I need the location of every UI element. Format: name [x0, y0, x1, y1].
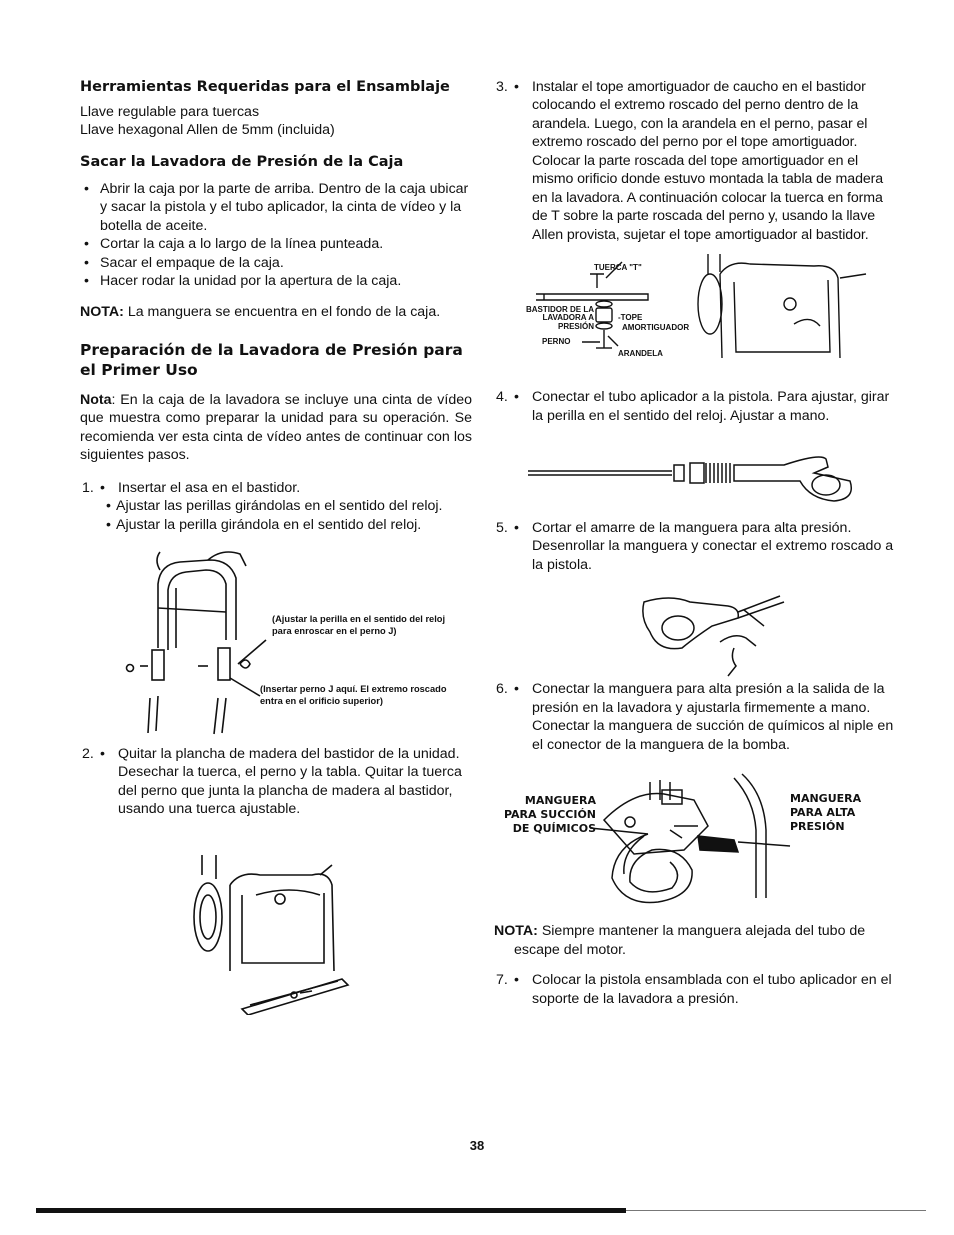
label-chemical-hose: MANGUERA PARA SUCCIÓN DE QUÍMICOS — [503, 794, 596, 835]
bullet: • — [514, 681, 519, 698]
note-text: La manguera se encuentra en el fondo de la caja. — [123, 303, 441, 320]
figure-bumper-stop — [494, 254, 894, 380]
label-bolt: PERNO — [542, 337, 571, 347]
handle-illustration — [80, 548, 472, 743]
tools-section — [80, 78, 472, 139]
label-frame: BASTIDOR DE LA LAVADORA A PRESIÓN — [526, 305, 594, 331]
figure-pump-hoses — [494, 770, 894, 920]
note-text: Siempre mantener la manguera alejada del tubo de escape del motor. — [514, 923, 866, 958]
exhaust-note — [494, 922, 894, 959]
step-number: 5. — [496, 519, 508, 536]
page-number: 38 — [469, 1138, 485, 1153]
step-text: Instalar el tope amortiguador de caucho en el bastidor colocando el extremo roscado del perno dentro de la arandela. Luego, con la arandela en el perno, pasar el extremo roscado del perno por el tope amortiguador. Colocar la parte roscada del tope amortiguador en el mismo orificio donde estuvo montada la tabla de madera en la lavadora. A continuación colocar la tuerca en forma de T sobre la parte roscada del perno y, usando la llave Allen provista, sujetar el tope amortiguador al bastidor. — [532, 79, 884, 243]
tool-item: Llave hexagonal Allen de 5mm (incluida) — [80, 122, 335, 138]
figure-hose-gun — [494, 588, 894, 678]
step-6 — [494, 680, 894, 754]
step-text: Colocar la pistola ensamblada con el tubo aplicador en el soporte de la lavadora a presión. — [532, 972, 892, 1007]
caption-bolt: (Insertar perno J aquí. El extremo roscado entra en el orificio superior) — [260, 684, 447, 706]
bullet: • — [514, 972, 519, 989]
unpack-heading: Sacar la Lavadora de Presión de la Caja — [80, 154, 404, 171]
bullet: • — [514, 79, 519, 95]
bullet: • — [514, 389, 519, 406]
footer-rule-thin — [626, 1210, 926, 1211]
tools-heading: Herramientas Requeridas para el Ensamblaje — [80, 79, 450, 95]
list-item: • Sacar el empaque de la caja. — [80, 254, 472, 272]
note-label: NOTA: — [80, 303, 124, 320]
step-number: 2. — [82, 746, 94, 762]
step-text: Quitar la plancha de madera del bastidor de la unidad. Desechar la tuerca, el perno y la tabla. Quitar la tuerca del perno que junta la plancha de madera al bastidor, usando una tuerca ajustable. — [118, 746, 462, 818]
step-2 — [80, 745, 472, 819]
label-t-nut: TUERCA "T" — [594, 263, 642, 273]
list-item: • Abrir la caja por la parte de arriba. Dentro de la caja ubicar y sacar la pistola y el tubo aplicador, la cinta de vídeo y la botella de aceite. — [80, 180, 472, 235]
prep-note — [80, 391, 472, 465]
step-text: Conectar el tubo aplicador a la pistola. Para ajustar, girar la perilla en el sentido del reloj. Ajustar a mano. — [532, 389, 890, 424]
prep-section — [80, 341, 472, 464]
sub-step-text: Ajustar la perilla girándola en el sentido del reloj. — [116, 516, 422, 533]
step-text: Conectar la manguera para alta presión a la salida de la presión en la lavadora y ajustarla firmemente a mano. Conectar la manguera de succión de químicos al niple en el conector de la manguera de la bomba. — [532, 681, 894, 753]
frame-plank-illustration — [80, 855, 472, 1015]
bullet: • — [514, 519, 519, 536]
step-1 — [80, 479, 472, 534]
right-column — [494, 78, 894, 1008]
step-5 — [494, 519, 894, 574]
list-item: • Cortar la caja a lo largo de la línea punteada. — [80, 235, 472, 253]
label-stop: -TOPE — [618, 313, 643, 323]
left-column — [80, 78, 472, 1015]
unpack-section — [80, 153, 472, 321]
bullet: • — [100, 746, 105, 762]
tools-list — [80, 103, 472, 140]
note-text: : En la caja de la lavadora se incluye una cinta de vídeo que muestra como preparar la unidad para su operación. Se recomienda ver esta cinta de vídeo antes de continuar con los siguientes pasos. — [80, 391, 472, 464]
bullet: • — [106, 498, 111, 515]
wand-gun-illustration — [494, 443, 894, 511]
note-label: Nota — [80, 391, 112, 408]
step-text: Insertar el asa en el bastidor. — [118, 479, 301, 496]
figure-remove-plank — [80, 855, 472, 1015]
sub-step-text: Ajustar las perillas girándolas en el sentido del reloj. — [116, 498, 443, 515]
bullet: • — [106, 516, 111, 533]
list-item: • Hacer rodar la unidad por la apertura de la caja. — [80, 272, 472, 290]
note-label: NOTA: — [494, 923, 538, 940]
label-bumper: AMORTIGUADOR — [622, 323, 690, 333]
step-7 — [494, 971, 894, 1008]
label-high-pressure-hose: MANGUERA PARA ALTA PRESIÓN — [790, 792, 862, 833]
caption-knob: (Ajustar la perilla en el sentido del reloj para enroscar en el perno J) — [272, 614, 446, 636]
tool-item: Llave regulable para tuercas — [80, 103, 260, 120]
prep-heading: Preparación de la Lavadora de Presión para el Primer Uso — [80, 341, 463, 379]
unpack-list — [80, 180, 472, 291]
step-3 — [494, 78, 894, 244]
bullet: • — [100, 479, 105, 496]
figure-handle-insertion — [80, 548, 472, 743]
step-text: Cortar el amarre de la manguera para alta presión. Desenrollar la manguera y conectar el extremo roscado a la pistola. — [532, 519, 894, 573]
hose-gun-illustration — [494, 588, 894, 678]
step-4 — [494, 388, 894, 425]
label-washer: ARANDELA — [618, 349, 663, 359]
step-number: 3. — [496, 79, 508, 95]
step-number: 6. — [496, 681, 508, 698]
figure-wand-gun — [494, 443, 894, 511]
footer-rule — [36, 1208, 626, 1213]
step-number: 7. — [496, 972, 508, 989]
step-number: 4. — [496, 389, 508, 406]
unpack-note — [80, 303, 472, 321]
step-number: 1. — [82, 479, 94, 496]
